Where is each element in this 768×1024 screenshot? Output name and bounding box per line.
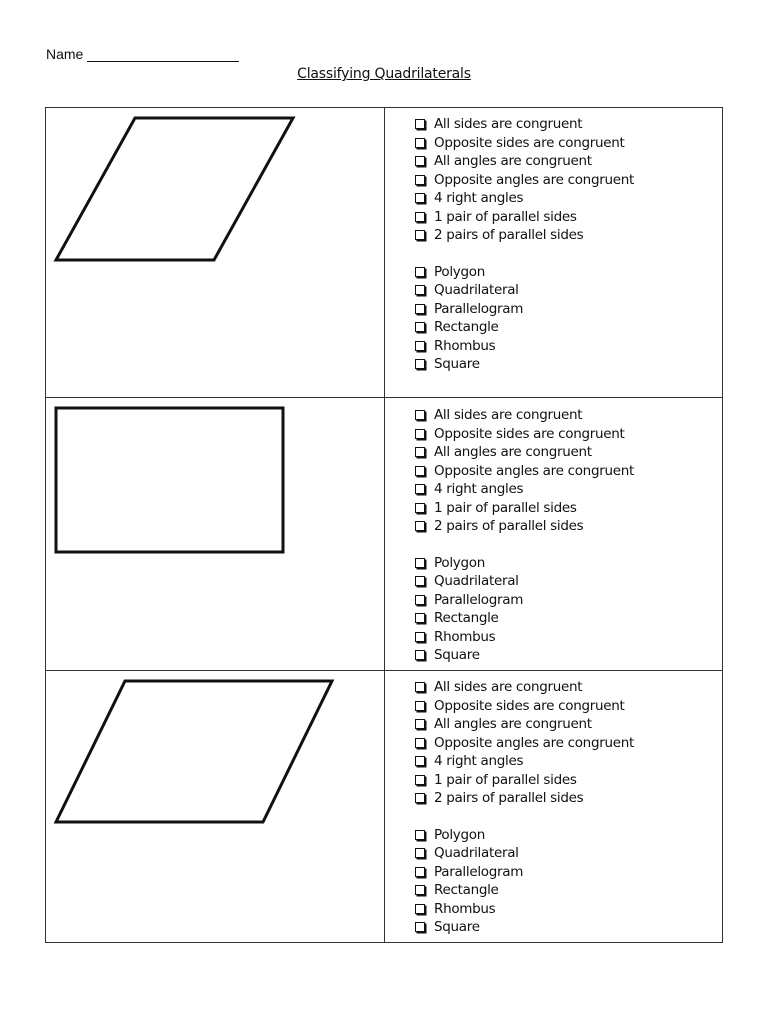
checklist-item[interactable]: Rectangle xyxy=(415,609,722,628)
checkbox-icon[interactable] xyxy=(415,322,425,332)
name-field xyxy=(46,46,239,62)
checkbox-icon[interactable] xyxy=(415,613,425,623)
checkbox-icon[interactable] xyxy=(415,756,425,766)
checklist-item[interactable]: All angles are congruent xyxy=(415,152,722,171)
table-row xyxy=(46,671,722,942)
checkbox-icon[interactable] xyxy=(415,285,425,295)
checkbox-icon[interactable] xyxy=(415,904,425,914)
checkbox-icon[interactable] xyxy=(415,595,425,605)
checklist-cell xyxy=(385,108,722,397)
checkbox-icon[interactable] xyxy=(415,341,425,351)
checklist-item[interactable]: Rectangle xyxy=(415,881,722,900)
checklist-item[interactable]: Polygon xyxy=(415,263,722,282)
table-row xyxy=(46,108,722,398)
checkbox-icon[interactable] xyxy=(415,885,425,895)
checklist-item[interactable]: Rhombus xyxy=(415,900,722,919)
checkbox-icon[interactable] xyxy=(415,304,425,314)
rectangle-shape-icon xyxy=(46,398,385,671)
checkbox-icon[interactable] xyxy=(415,576,425,586)
checkbox-icon[interactable] xyxy=(415,503,425,513)
checklist-cell xyxy=(385,398,722,670)
checkbox-icon[interactable] xyxy=(415,359,425,369)
name-blank-line[interactable] xyxy=(87,47,239,62)
checkbox-icon[interactable] xyxy=(415,848,425,858)
checkbox-icon[interactable] xyxy=(415,138,425,148)
checkbox-icon[interactable] xyxy=(415,230,425,240)
parallelogram-shape-icon xyxy=(46,108,385,398)
checklist-item[interactable]: All angles are congruent xyxy=(415,443,722,462)
checklist-item[interactable]: 4 right angles xyxy=(415,480,722,499)
checklist-item[interactable]: 2 pairs of parallel sides xyxy=(415,517,722,536)
checklist-item[interactable]: 4 right angles xyxy=(415,189,722,208)
checklist-item[interactable]: Rhombus xyxy=(415,337,722,356)
checklist-item[interactable]: Quadrilateral xyxy=(415,281,722,300)
checklist-item[interactable]: Square xyxy=(415,646,722,665)
shape-cell xyxy=(46,671,385,942)
checkbox-icon[interactable] xyxy=(415,175,425,185)
checkbox-icon[interactable] xyxy=(415,558,425,568)
checklist-item[interactable]: Rectangle xyxy=(415,318,722,337)
checklist-item[interactable]: Quadrilateral xyxy=(415,572,722,591)
checkbox-icon[interactable] xyxy=(415,682,425,692)
checkbox-icon[interactable] xyxy=(415,650,425,660)
checkbox-icon[interactable] xyxy=(415,793,425,803)
checkbox-icon[interactable] xyxy=(415,212,425,222)
shape-cell xyxy=(46,108,385,397)
checklist-item[interactable]: Square xyxy=(415,918,722,937)
classification-table xyxy=(45,107,723,943)
page-title: Classifying Quadrilaterals xyxy=(297,66,471,82)
checklist-item[interactable]: Rhombus xyxy=(415,628,722,647)
checkbox-icon[interactable] xyxy=(415,830,425,840)
checklist-item[interactable]: 1 pair of parallel sides xyxy=(415,208,722,227)
checkbox-icon[interactable] xyxy=(415,267,425,277)
name-label: Name xyxy=(46,46,84,62)
checkbox-icon[interactable] xyxy=(415,466,425,476)
checklist-item[interactable]: Opposite sides are congruent xyxy=(415,134,722,153)
checklist-item[interactable]: All sides are congruent xyxy=(415,406,722,425)
checklist-item[interactable]: Parallelogram xyxy=(415,863,722,882)
checklist-item[interactable]: Opposite angles are congruent xyxy=(415,462,722,481)
checkbox-icon[interactable] xyxy=(415,775,425,785)
checklist-item[interactable]: Parallelogram xyxy=(415,300,722,319)
checklist-item[interactable]: Opposite sides are congruent xyxy=(415,697,722,716)
checkbox-icon[interactable] xyxy=(415,867,425,877)
checklist-item[interactable]: Opposite angles are congruent xyxy=(415,734,722,753)
checklist-item[interactable]: Polygon xyxy=(415,826,722,845)
checklist-item[interactable]: Opposite angles are congruent xyxy=(415,171,722,190)
table-row xyxy=(46,398,722,671)
checkbox-icon[interactable] xyxy=(415,484,425,494)
checkbox-icon[interactable] xyxy=(415,521,425,531)
checklist-item[interactable]: Square xyxy=(415,355,722,374)
checkbox-icon[interactable] xyxy=(415,156,425,166)
checklist-item[interactable]: All angles are congruent xyxy=(415,715,722,734)
checklist-item[interactable]: 4 right angles xyxy=(415,752,722,771)
checklist-item[interactable]: 2 pairs of parallel sides xyxy=(415,226,722,245)
checklist-item[interactable]: Parallelogram xyxy=(415,591,722,610)
checklist-item[interactable]: Polygon xyxy=(415,554,722,573)
checkbox-icon[interactable] xyxy=(415,410,425,420)
checkbox-icon[interactable] xyxy=(415,447,425,457)
checkbox-icon[interactable] xyxy=(415,119,425,129)
checklist-item[interactable]: All sides are congruent xyxy=(415,115,722,134)
parallelogram-shape-icon xyxy=(46,671,385,942)
checkbox-icon[interactable] xyxy=(415,701,425,711)
checkbox-icon[interactable] xyxy=(415,922,425,932)
checklist-item[interactable]: 1 pair of parallel sides xyxy=(415,771,722,790)
checklist-cell xyxy=(385,671,722,942)
checklist-item[interactable]: Quadrilateral xyxy=(415,844,722,863)
checklist-item[interactable]: 1 pair of parallel sides xyxy=(415,499,722,518)
checklist-item[interactable]: 2 pairs of parallel sides xyxy=(415,789,722,808)
checkbox-icon[interactable] xyxy=(415,193,425,203)
checkbox-icon[interactable] xyxy=(415,719,425,729)
checklist-item[interactable]: All sides are congruent xyxy=(415,678,722,697)
checkbox-icon[interactable] xyxy=(415,632,425,642)
checklist-item[interactable]: Opposite sides are congruent xyxy=(415,425,722,444)
checkbox-icon[interactable] xyxy=(415,429,425,439)
checkbox-icon[interactable] xyxy=(415,738,425,748)
shape-cell xyxy=(46,398,385,670)
